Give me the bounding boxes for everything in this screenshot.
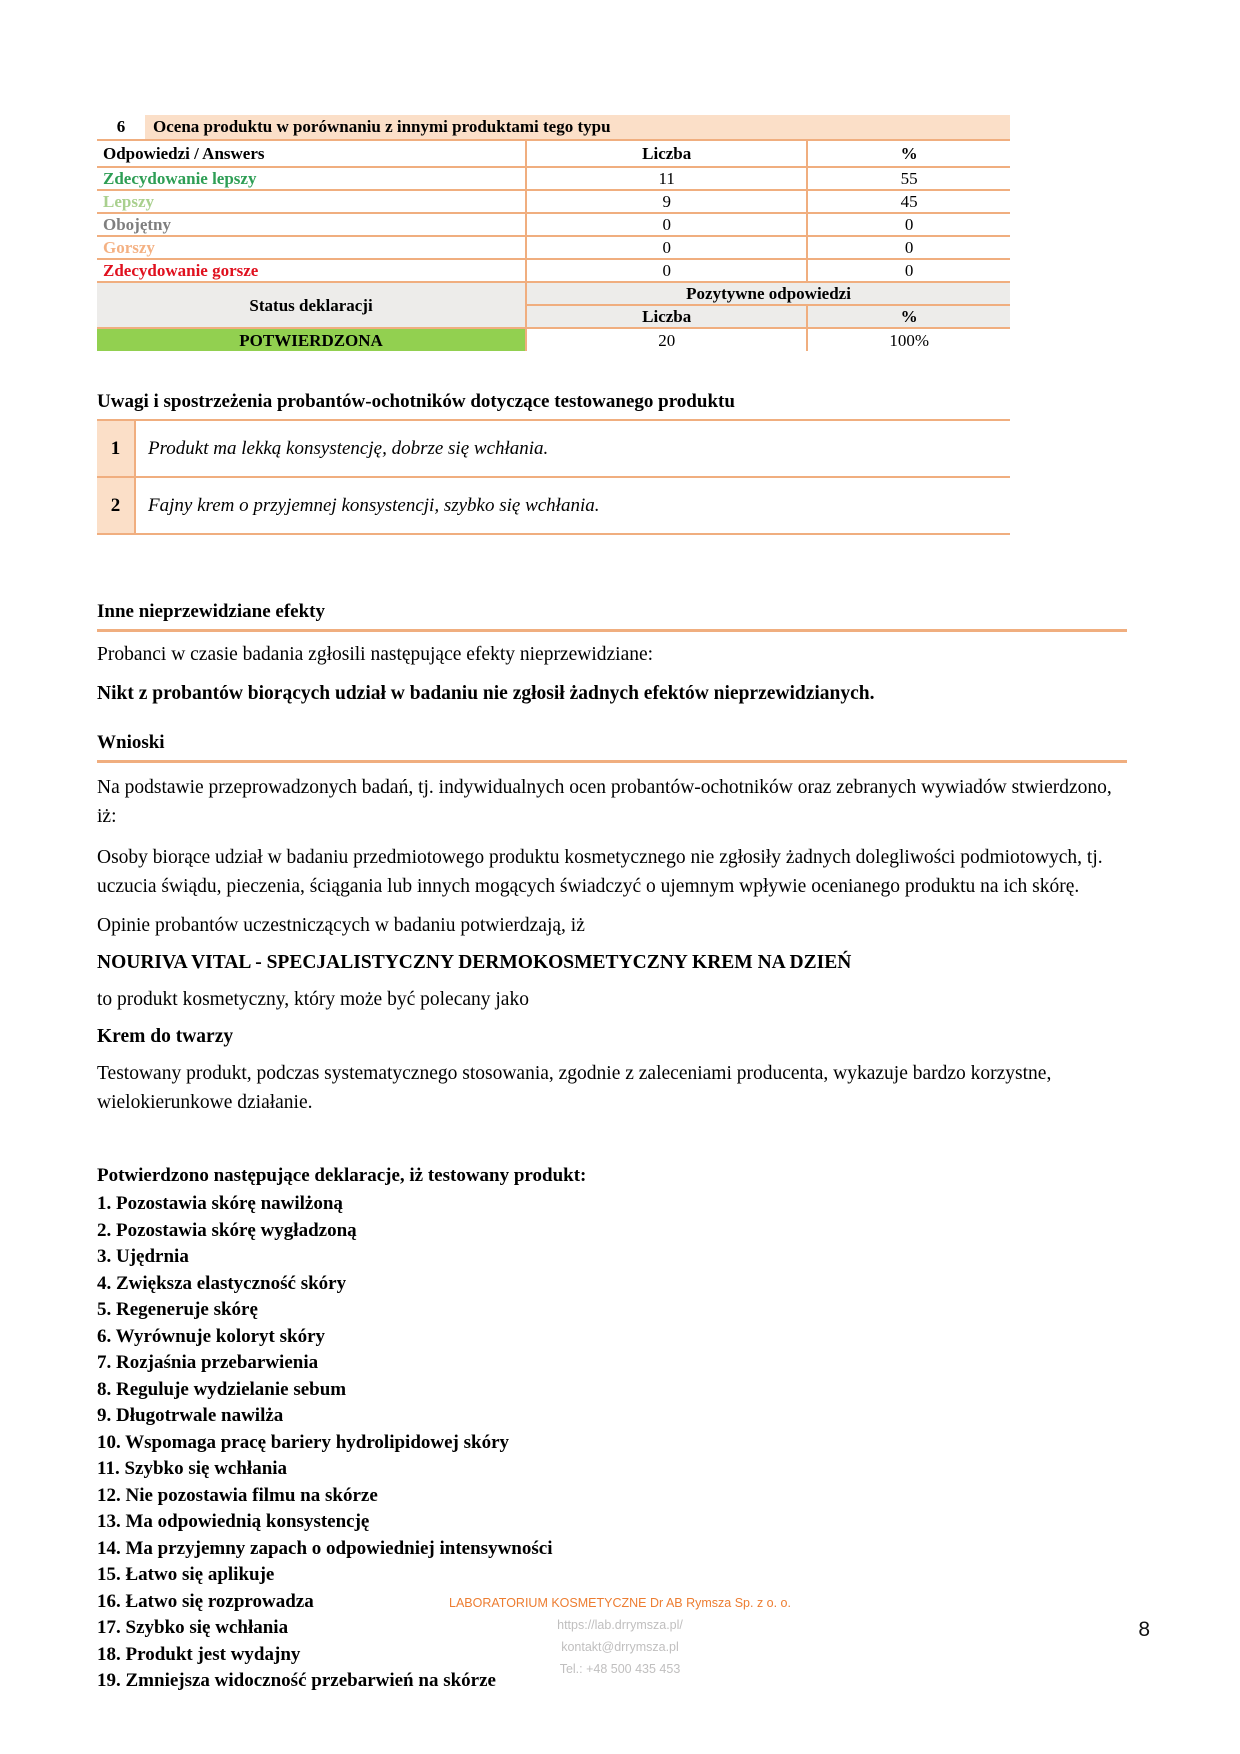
recommended-as: Krem do twarzy	[97, 1026, 234, 1047]
declaration-item: 13. Ma odpowiednią konsystencję	[97, 1511, 370, 1532]
conclusions-p3: Opinie probantów uczestniczących w badaniu potwierdzają, iż	[97, 915, 585, 936]
answer-percent: 55	[807, 167, 1010, 190]
answer-label: Zdecydowanie lepszy	[97, 167, 526, 190]
conclusions-heading: Wnioski	[97, 732, 1127, 763]
table-row	[97, 236, 1010, 259]
table-row	[97, 259, 1010, 282]
conclusions-p5: Testowany produkt, podczas systematycznego stosowania, zgodnie z zaleceniami producenta, wykazuje bardzo korzystne, wielokierunkowe działanie.	[97, 1063, 1052, 1113]
remark-text: Produkt ma lekką konsystencję, dobrze się wchłania.	[135, 420, 1010, 477]
page-footer	[0, 1592, 1240, 1680]
remark-number: 2	[97, 477, 135, 534]
page-number: 8	[1138, 1618, 1150, 1641]
declaration-item: 14. Ma przyjemny zapach o odpowiedniej intensywności	[97, 1537, 553, 1559]
remark-row	[97, 477, 1010, 534]
declaration-item: 17. Szybko się wchłania	[97, 1617, 289, 1638]
declaration-item: 12. Nie pozostawia filmu na skórze	[97, 1484, 378, 1506]
remark-number: 1	[97, 420, 135, 477]
col-header-answers: Odpowiedzi / Answers	[97, 141, 526, 167]
answer-label: Obojętny	[97, 213, 526, 236]
footer-company: LABORATORIUM KOSMETYCZNE Dr AB Rymsza Sp. z o. o.	[449, 1596, 791, 1610]
conclusions-p1: Na podstawie przeprowadzonych badań, tj. indywidualnych ocen probantów-ochotników oraz zebranych wywiadów stwierdzono, iż:	[97, 777, 1112, 827]
status-label: Status deklaracji	[97, 282, 526, 328]
declaration-item: 7. Rozjaśnia przebarwienia	[97, 1352, 319, 1373]
table-row	[97, 167, 1010, 190]
side-effects-result: Nikt z probantów biorących udział w badaniu nie zgłosił żadnych efektów nieprzewidzianych.	[97, 683, 875, 704]
footer-website-link[interactable]: https://lab.drrymsza.pl/	[557, 1618, 683, 1632]
declaration-item: 9. Długotrwale nawilża	[97, 1405, 284, 1426]
remark-text: Fajny krem o przyjemnej konsystencji, szybko się wchłania.	[135, 477, 1010, 534]
answer-percent: 45	[807, 190, 1010, 213]
table-row	[97, 190, 1010, 213]
table-title: Ocena produktu w porównaniu z innymi produktami tego typu	[145, 115, 1010, 139]
status-badge: POTWIERDZONA	[97, 328, 526, 351]
answer-count: 0	[526, 213, 807, 236]
remarks-heading: Uwagi i spostrzeżenia probantów-ochotników dotyczące testowanego produktu	[97, 391, 735, 412]
declaration-item: 11. Szybko się wchłania	[97, 1458, 288, 1479]
declaration-item: 8. Reguluje wydzielanie sebum	[97, 1378, 347, 1400]
page-content	[97, 0, 1127, 1695]
side-effects-heading: Inne nieprzewidziane efekty	[97, 601, 1127, 632]
answer-count: 9	[526, 190, 807, 213]
declaration-item: 5. Regeneruje skórę	[97, 1299, 258, 1320]
declarations-heading: Potwierdzono następujące deklaracje, iż testowany produkt:	[97, 1165, 587, 1186]
product-name: NOURIVA VITAL - SPECJALISTYCZNY DERMOKOSMETYCZNY KREM NA DZIEŃ	[97, 952, 852, 973]
declaration-item: 16. Łatwo się rozprowadza	[97, 1590, 314, 1612]
footer-email-link[interactable]: kontakt@drrymsza.pl	[561, 1640, 679, 1654]
side-effects-intro: Probanci w czasie badania zgłosili następujące efekty nieprzewidziane:	[97, 644, 654, 665]
declaration-item: 15. Łatwo się aplikuje	[97, 1564, 275, 1585]
conclusions-p2: Osoby biorące udział w badaniu przedmiotowego produktu kosmetycznego nie zgłosiły żadnych dolegliwości podmiotowych, tj. uczucia świądu, pieczenia, ściągania lub innych mogących świadczyć o ujemnym wpływie ocenianego produktu na ich skórę.	[97, 847, 1103, 897]
declaration-item: 2. Pozostawia skórę wygładzoną	[97, 1219, 357, 1241]
col-header-percent: %	[807, 141, 1010, 167]
positive-answers-header: Pozytywne odpowiedzi	[526, 282, 1010, 305]
footer-phone: Tel.: +48 500 435 453	[559, 1662, 681, 1676]
declaration-item: 6. Wyrównuje koloryt skóry	[97, 1325, 325, 1347]
answer-label: Lepszy	[97, 190, 526, 213]
remarks-table	[97, 419, 1010, 535]
status-value-row	[97, 328, 1010, 351]
declaration-item: 10. Wspomaga pracę bariery hydrolipidowej skóry	[97, 1431, 510, 1453]
answer-label: Zdecydowanie gorsze	[97, 259, 526, 282]
remark-row	[97, 420, 1010, 477]
comparison-table	[97, 115, 1010, 351]
answer-count: 0	[526, 259, 807, 282]
answer-label: Gorszy	[97, 236, 526, 259]
declaration-item: 3. Ujędrnia	[97, 1246, 189, 1267]
answer-percent: 0	[807, 236, 1010, 259]
status-header-row	[97, 282, 1010, 305]
answer-count: 11	[526, 167, 807, 190]
status-percent-header: %	[807, 305, 1010, 328]
col-header-count: Liczba	[526, 141, 807, 167]
declaration-item: 4. Zwiększa elastyczność skóry	[97, 1272, 347, 1294]
conclusions-p4: to produkt kosmetyczny, który może być polecany jako	[97, 989, 529, 1010]
status-count: 20	[526, 328, 807, 351]
declaration-item: 19. Zmniejsza widoczność przebarwień na skórze	[97, 1670, 496, 1691]
table-header-row	[97, 141, 1010, 167]
answer-percent: 0	[807, 213, 1010, 236]
comparison-table-title-row	[97, 115, 1010, 141]
answer-count: 0	[526, 236, 807, 259]
table-row	[97, 213, 1010, 236]
table-number: 6	[116, 117, 126, 136]
declaration-item: 1. Pozostawia skórę nawilżoną	[97, 1193, 343, 1214]
status-percent: 100%	[889, 330, 929, 350]
status-count-header: Liczba	[526, 305, 807, 328]
answer-percent: 0	[807, 259, 1010, 282]
declaration-item: 18. Produkt jest wydajny	[97, 1643, 301, 1665]
